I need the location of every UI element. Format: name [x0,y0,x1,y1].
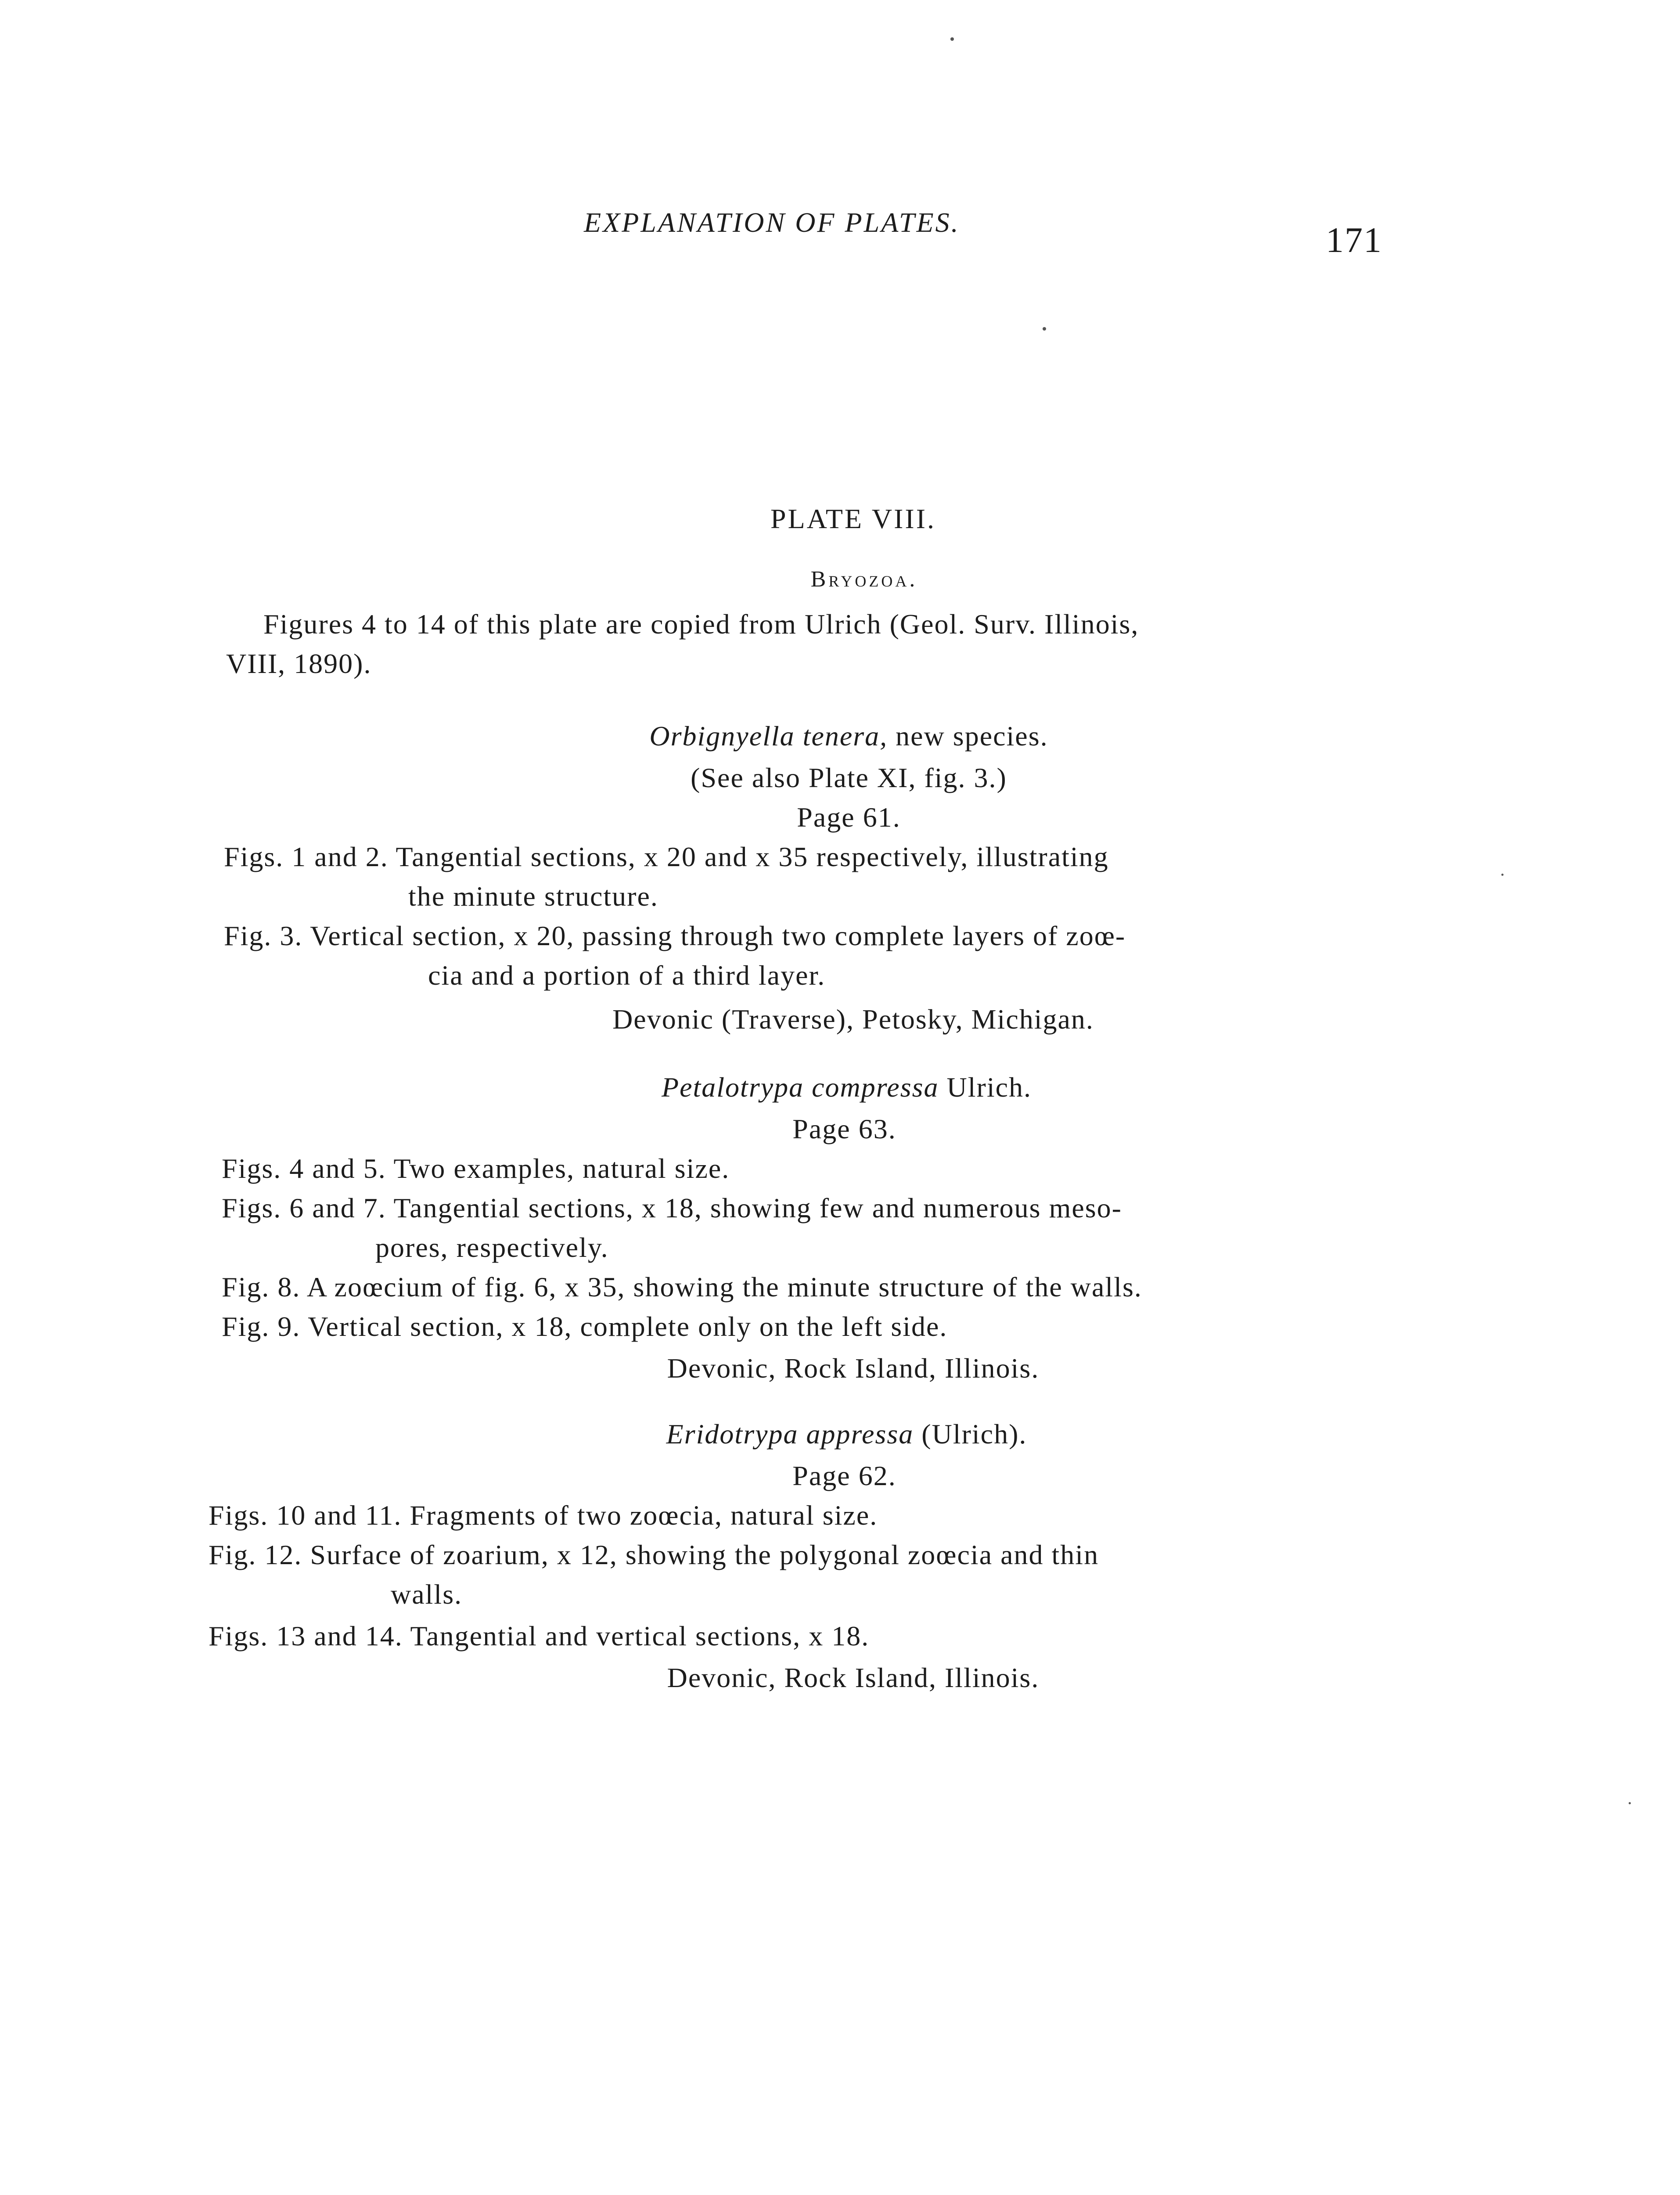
intro-line-1: Figures 4 to 14 of this plate are copied from Ulrich (Geol. Surv. Illinois, [263,608,1139,640]
species-name: Eridotrypa appressa [666,1418,914,1450]
locality: Devonic, Rock Island, Illinois. [667,1662,1040,1693]
plate-subject: Bryozoa. [810,567,918,592]
species-heading-1 [0,720,1680,752]
figure-caption: Fig. 12. Surface of zoarium, x 12, showing the polygonal zoœcia and thin [209,1539,1099,1570]
figure-caption: Figs. 10 and 11. Fragments of two zoœcia, natural size. [209,1500,878,1531]
species-name: Orbignyella tenera, [649,720,888,752]
figure-caption: Figs. 13 and 14. Tangential and vertical sections, x 18. [209,1620,870,1652]
figure-caption: Fig. 3. Vertical section, x 20, passing through two complete layers of zoœ- [224,920,1126,951]
figure-caption: Figs. 4 and 5. Two examples, natural size. [222,1153,730,1184]
see-also-note: (See also Plate XI, fig. 3.) [691,762,1007,793]
figure-caption-continued: the minute structure. [408,881,658,912]
figure-caption: Figs. 1 and 2. Tangential sections, x 20 and x 35 respectively, illustrating [224,841,1109,872]
figure-caption: Figs. 6 and 7. Tangential sections, x 18, showing few and numerous meso- [222,1192,1122,1223]
running-title: EXPLANATION OF PLATES. [584,207,960,238]
species-name: Petalotrypa compressa [661,1072,939,1103]
intro-line-2: VIII, 1890). [226,648,372,679]
scan-speck [950,37,954,41]
scan-speck [1043,327,1046,331]
species-heading-3 [0,1418,1680,1450]
scan-speck [1629,1802,1631,1804]
page-reference: Page 63. [792,1113,896,1144]
species-author: new species. [888,720,1048,752]
scan-speck [1501,874,1504,876]
species-author: Ulrich. [939,1072,1032,1103]
page-reference: Page 61. [797,802,901,833]
figure-caption-continued: walls. [391,1579,463,1610]
figure-caption-continued: pores, respectively. [375,1232,609,1263]
species-heading-2 [0,1071,1680,1104]
page-reference: Page 62. [792,1460,896,1491]
species-author: (Ulrich). [914,1418,1027,1450]
figure-caption: Fig. 9. Vertical section, x 18, complete only on the left side. [222,1311,948,1342]
locality: Devonic (Traverse), Petosky, Michigan. [612,1004,1094,1035]
locality: Devonic, Rock Island, Illinois. [667,1353,1040,1384]
page-number: 171 [1326,220,1382,260]
plate-title: PLATE VIII. [770,503,936,534]
figure-caption: Fig. 8. A zoœcium of fig. 6, x 35, showing the minute structure of the walls. [222,1271,1142,1303]
figure-caption-continued: cia and a portion of a third layer. [428,960,826,991]
